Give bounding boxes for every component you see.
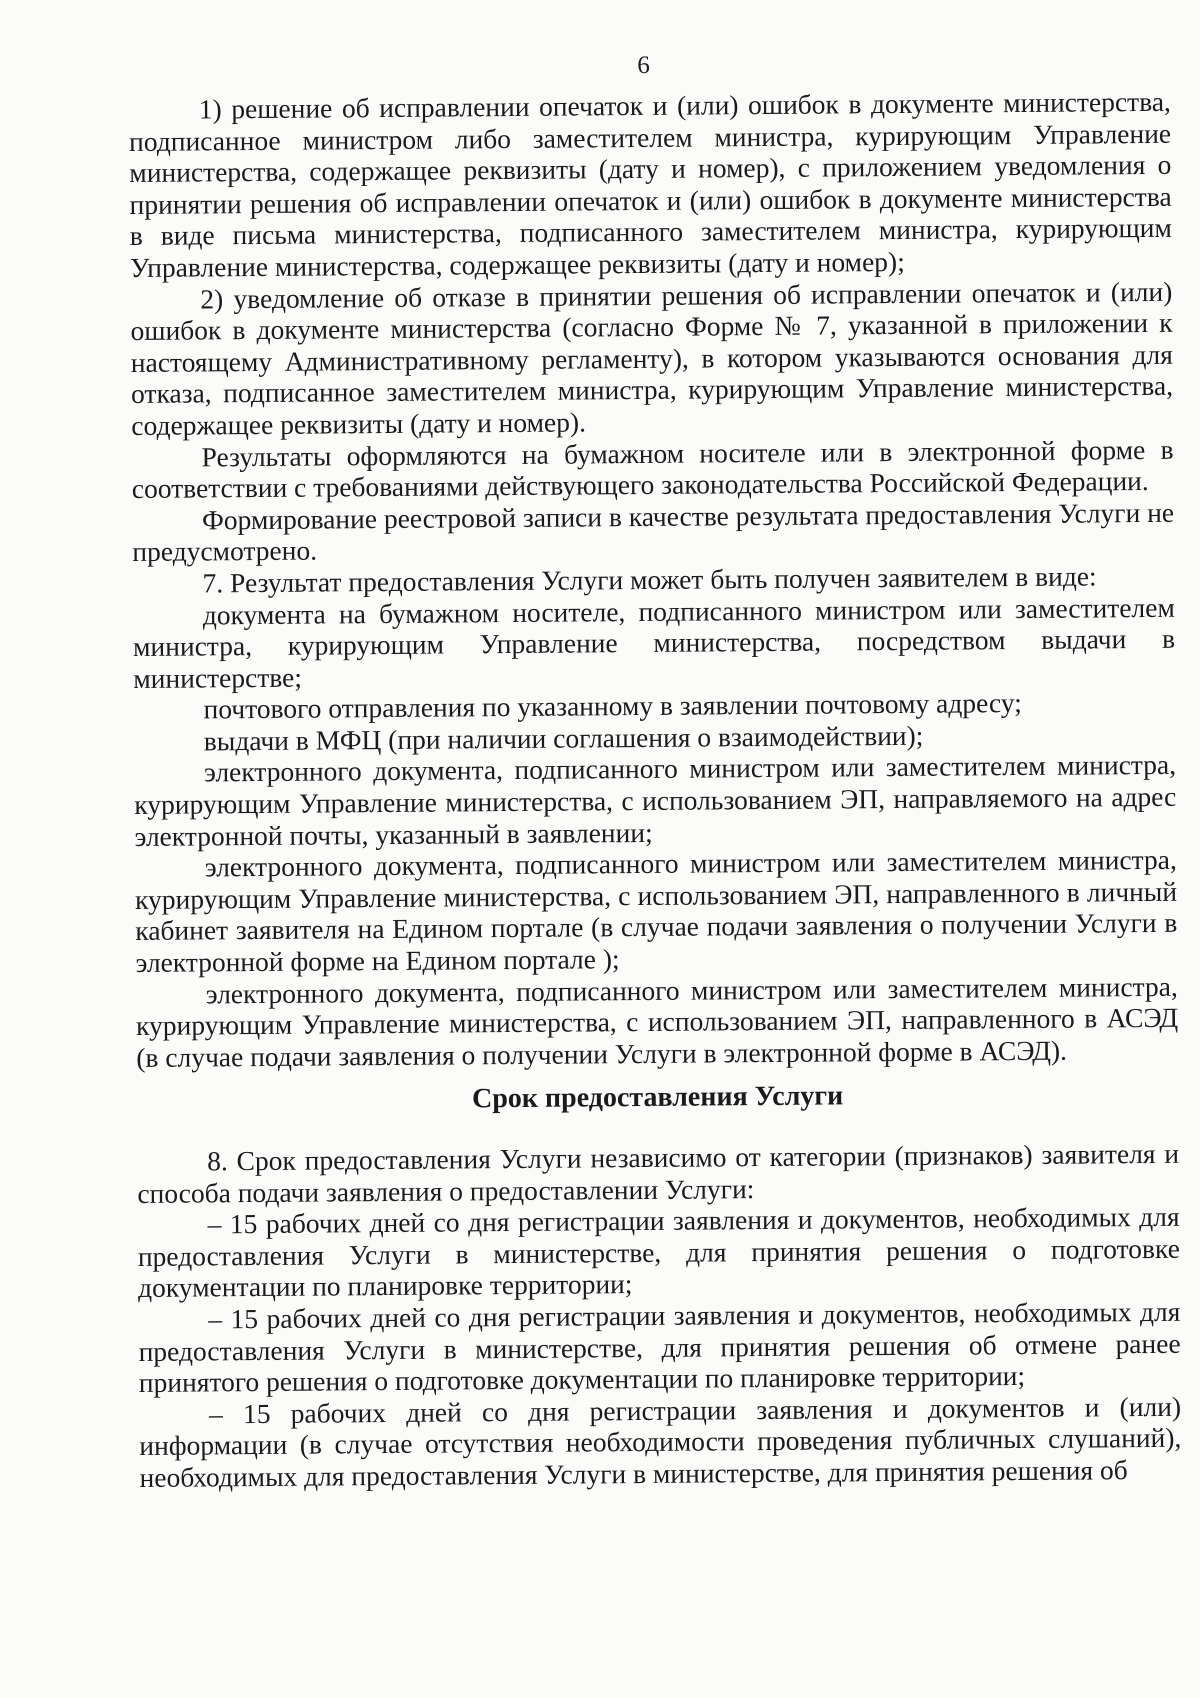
- paragraph-term-preparation: – 15 рабочих дней со дня регистрации заявления и документов, необходимых для предоставления Услуги в министерстве, для принятия решения о подготовке документации по планировке территории;: [137, 1200, 1180, 1304]
- paragraph-paper-document: документа на бумажном носителе, подписанного министром или заместителем министра, курирующим Управление министерства, посредством выдачи в министерстве;: [132, 591, 1176, 694]
- paragraph-term-cancellation: – 15 рабочих дней со дня регистрации заявления и документов, необходимых для предоставления Услуги в министерстве, для принятия решения об отмене ранее принятого решения о подготовке документации по планировке территории;: [138, 1295, 1181, 1399]
- page-number: 6: [637, 51, 650, 80]
- paragraph-decision-correction: 1) решение об исправлении опечаток и (или) ошибок в документе министерства, подписанное министром либо заместителем министра, курирующим Управление министерства, содержащее реквизиты (дату и номер), с приложением уведомления о принятии решения об исправлении опечаток и (или) ошибок в документе министерства в виде письма министерства, подписанного заместителем министра, курирующим Управление министерства, содержащее реквизиты (дату и номер);: [128, 85, 1172, 283]
- text-block-results: [129, 86, 1179, 1074]
- text-block-deadlines: [137, 1138, 1182, 1494]
- paragraph-ased-delivery: электронного документа, подписанного министром или заместителем министра, курирующим Управление министерства, с использованием ЭП, направленного в АСЭД (в случае подачи заявления о получении Услуги в электронной форме в АСЭД).: [135, 970, 1179, 1073]
- paragraph-item-7: 7. Результат предоставления Услуги может быть получен заявителем в виде:: [202, 560, 1097, 599]
- paragraph-term-approval: – 15 рабочих дней со дня регистрации заявления и документов и (или) информации (в случае отсутствия необходимости проведения публичных слушаний), необходимых для предоставления Услуги в министерстве, для принятия решения об: [139, 1390, 1182, 1493]
- paragraph-refusal-notice: 2) уведомление об отказе в принятии решения об исправлении опечаток и (или) ошибок в документе министерства (согласно Форме № 7, указанной в приложении к настоящему Административному регламенту), в котором указываются основания для отказа, подписанное заместителем министра, курирующим Управление министерства, содержащее реквизиты (дату и номер).: [130, 275, 1174, 441]
- section-heading: Срок предоставления Услуги: [471, 1080, 844, 1115]
- paragraph-registry-record: Формирование реестровой записи в качестве результата предоставления Услуги не предусмотрено.: [132, 496, 1175, 568]
- paragraph-item-8: 8. Срок предоставления Услуги независимо от категории (признаков) заявителя и способа подачи заявления о предоставлении Услуги:: [137, 1137, 1180, 1209]
- paragraph-results-format: Результаты оформляются на бумажном носителе или в электронной форме в соответствии с требованиями действующего законодательства Российской Федерации.: [131, 433, 1174, 505]
- paragraph-mfc-delivery: выдачи в МФЦ (при наличии соглашения о взаимодействии);: [203, 719, 924, 757]
- paragraph-postal-delivery: почтового отправления по указанному в заявлении почтовому адресу;: [203, 687, 1022, 725]
- paragraph-email-delivery: электронного документа, подписанного министром или заместителем министра, курирующим Управление министерства, с использованием ЭП, направляемого на адрес электронной почты, указанный в заявлении;: [134, 749, 1177, 852]
- paragraph-portal-delivery: электронного документа, подписанного министром или заместителем министра, курирующим Управление министерства, с использованием ЭП, направленного в личный кабинет заявителя на Едином портале (в случае подачи заявления о получении Услуги в электронной форме на Едином портале );: [134, 844, 1178, 979]
